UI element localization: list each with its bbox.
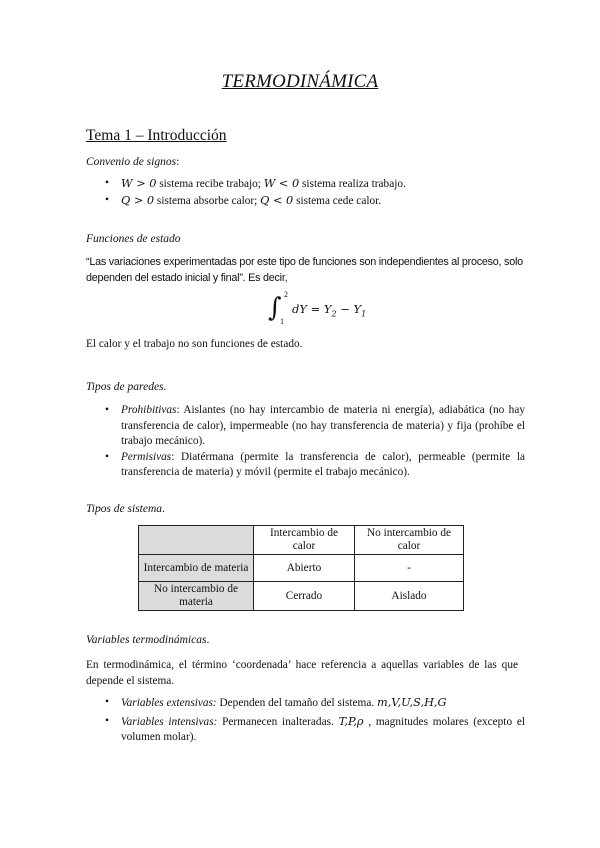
math-expr: W < 0 <box>263 177 300 190</box>
table-cell: - <box>355 555 464 582</box>
signs-heading <box>86 156 179 168</box>
walls-heading <box>86 381 166 393</box>
variables-intro: En termodinámica, el término ‘coordenada’ hace referencia a aquellas variables de las que depende el sistema. <box>86 659 518 687</box>
math-expr: T,P,ρ <box>338 714 364 728</box>
table-row <box>139 526 464 555</box>
signs-heading-colon: : <box>176 156 180 168</box>
list-item-term: Prohibitivas <box>121 404 177 416</box>
list-item <box>105 450 525 481</box>
list-item-term: Variables extensivas: <box>121 697 217 709</box>
list-item <box>105 403 525 450</box>
walls-list <box>105 403 525 481</box>
state-functions-note: El calor y el trabajo no son funciones de estado. <box>86 338 303 350</box>
table-corner-cell <box>139 526 254 555</box>
signs-heading-text: Convenio de signos <box>86 156 177 168</box>
table-row-header: No intercambio de materia <box>139 582 254 611</box>
table-header-cell: Intercambio de calor <box>254 526 355 555</box>
list-item-text: sistema absorbe calor; <box>154 194 261 207</box>
integral-upper-limit: 2 <box>284 290 288 299</box>
integral-formula <box>260 290 400 329</box>
state-functions-quote: “Las variaciones experimentadas por este tipo de funciones son independientes al proceso, solo dependen del estado inicial y final”. Es decir, <box>86 256 523 284</box>
list-item-text: sistema realiza trabajo. <box>299 178 406 190</box>
list-item-text: sistema recibe trabajo; <box>156 178 264 190</box>
bullet-icon: • <box>105 404 109 416</box>
heading-period: . <box>206 634 210 646</box>
list-item-text: : Aislantes (no hay intercambio de materia ni energía), adiabática (no hay transferencia de calor), impermeable (no hay transferencia de materia) y fija (prohíbe el trabajo mecánico). <box>121 404 525 447</box>
systems-table <box>138 525 464 611</box>
document-title: TERMODINÁMICA <box>221 71 379 92</box>
integral-lower-limit: 1 <box>280 317 284 326</box>
list-item <box>105 695 525 712</box>
table-cell: Cerrado <box>254 582 355 611</box>
math-expr: Q > 0 <box>121 193 155 207</box>
math-expr: W > 0 <box>121 177 157 190</box>
table-row-header: Intercambio de materia <box>139 555 254 582</box>
integrand-minus: − Y <box>336 302 362 316</box>
list-item-term: Permisivas <box>121 450 172 463</box>
table-row <box>139 555 464 582</box>
walls-heading-text: Tipos de paredes <box>86 381 164 393</box>
list-item <box>105 714 525 746</box>
topic-heading: Tema 1 – Introducción <box>86 127 227 144</box>
variables-heading-text: Variables termodinámicas <box>86 634 207 646</box>
table-cell: Abierto <box>254 555 355 582</box>
list-item-text: sistema cede calor. <box>293 194 382 207</box>
list-item <box>105 193 525 210</box>
bullet-icon: • <box>105 193 109 206</box>
signs-list <box>105 176 525 209</box>
bullet-icon: • <box>105 177 109 189</box>
systems-heading-text: Tipos de sistema <box>86 503 163 515</box>
heading-period: . <box>162 503 165 515</box>
variables-heading <box>86 634 209 646</box>
subscript: 1 <box>361 309 367 319</box>
list-item-text: Dependen del tamaño del sistema. <box>216 697 377 709</box>
list-item-term: Variables intensivas: <box>121 715 218 728</box>
subscript: 2 <box>331 309 337 319</box>
list-item <box>105 176 525 193</box>
list-item-text: : Diatérmana (permite la transferencia de calor), permeable (permite la transferencia de materia) y móvil (permite el trabajo mecánico). <box>121 450 525 478</box>
variables-list <box>105 695 525 746</box>
table-header-cell: No intercambio de calor <box>355 526 464 555</box>
integral-expression <box>292 302 366 318</box>
integral-sign-icon: ∫ <box>268 293 282 323</box>
systems-heading <box>86 503 165 515</box>
bullet-icon: • <box>105 450 109 463</box>
list-item-text: Permanecen inalteradas. <box>217 715 339 728</box>
math-expr: m,V,U,S,H,G <box>377 696 447 709</box>
table-row <box>139 582 464 611</box>
bullet-icon: • <box>105 696 109 708</box>
bullet-icon: • <box>105 714 109 727</box>
list-item-text: , magnitudes molares (excepto el volumen molar). <box>121 715 525 743</box>
table-cell: Aislado <box>355 582 464 611</box>
heading-period: . <box>163 381 167 393</box>
math-expr: Q < 0 <box>260 193 294 207</box>
integrand: dY = Y <box>292 302 332 316</box>
state-functions-heading: Funciones de estado <box>86 233 181 245</box>
